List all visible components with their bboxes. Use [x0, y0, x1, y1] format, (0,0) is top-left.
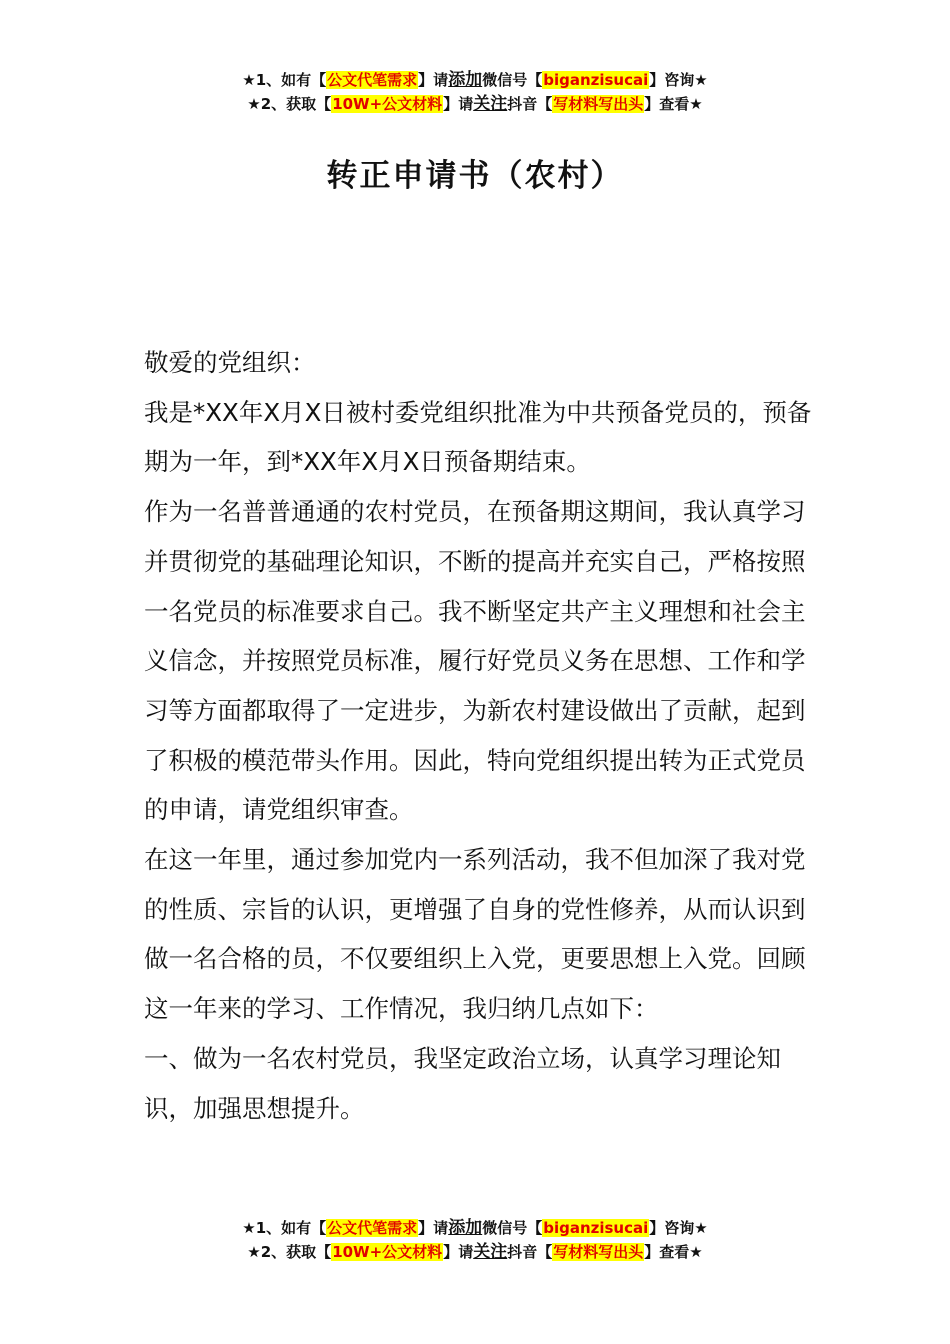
highlight-service: 公文代笔需求 [327, 1219, 418, 1237]
paragraph: 作为一名普普通通的农村党员，在预备期这期间，我认真学习并贯彻党的基础理论知识，不断的提高并充实自己，严格按照一名党员的标准要求自己。我不断坚定共产主义理想和社会主义信念，并按照党员标准，履行好党员义务在思想、工作和学习等方面都取得了一定进步，为新农村建设做出了贡献，起到了积极的模范带头作用。因此，特向党组织提出转为正式党员的申请，请党组织审查。 [144, 497, 806, 825]
paragraph: 我是*XX年X月X日被村委党组织批准为中共预备党员的，预备期为一年，到*XX年X月X日预备期结束。 [144, 397, 812, 477]
highlight-wechat-id: biganzisucai [543, 1219, 649, 1237]
header-banner [0, 68, 950, 116]
document-body [144, 338, 814, 1133]
highlight-douyin-account: 写材料写出头 [553, 95, 644, 113]
paragraph: 在这一年里，通过参加党内一系列活动，我不但加深了我对党的性质、宗旨的认识，更增强了自身的党性修养，从而认识到做一名合格的员，不仅要组织上入党，更要思想上入党。回顾这一年来的学习、工作情况，我归纳几点如下： [144, 845, 806, 1024]
highlight-materials: 10W+公文材料 [332, 1243, 443, 1261]
highlight-wechat-id: biganzisucai [543, 71, 649, 89]
banner-line-2: ★2、获取【10W+公文材料】请关注抖音【写材料写出头】查看★ [247, 94, 703, 114]
banner-line-1: ★1、如有【公文代笔需求】请添加微信号【biganzisucai】咨询★ [242, 1218, 708, 1238]
salutation: 敬爱的党组织： [144, 348, 316, 377]
highlight-douyin-account: 写材料写出头 [553, 1243, 644, 1261]
banner-line-2: ★2、获取【10W+公文材料】请关注抖音【写材料写出头】查看★ [247, 1242, 703, 1262]
page-title: 转正申请书（农村） [326, 158, 624, 194]
footer-banner [0, 1216, 950, 1264]
highlight-service: 公文代笔需求 [327, 71, 418, 89]
paragraph: 一、做为一名农村党员，我坚定政治立场，认真学习理论知识，加强思想提升。 [144, 1043, 781, 1123]
highlight-materials: 10W+公文材料 [332, 95, 443, 113]
banner-line-1: ★1、如有【公文代笔需求】请添加微信号【biganzisucai】咨询★ [242, 70, 708, 90]
